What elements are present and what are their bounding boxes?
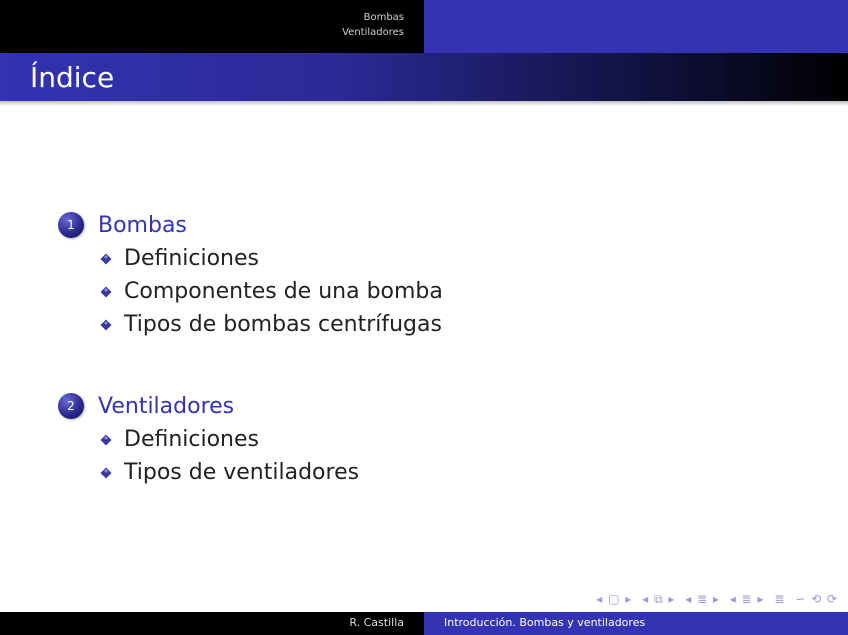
search-back-forward-icon[interactable]: ∽ ⟲ ⟳ [795,592,838,606]
frame-title-bar [0,53,848,101]
toc-subsection-label[interactable]: Definiciones [124,246,259,271]
header-section-nav [342,10,404,40]
footer-bar [0,612,848,635]
toc-subsection-label[interactable]: Tipos de ventiladores [124,460,360,485]
table-of-contents [58,208,443,489]
toc-section-heading[interactable] [58,208,443,242]
header-bar [0,0,848,53]
footer-author: R. Castilla [349,616,404,629]
toc-section-heading[interactable] [58,389,443,423]
navigation-symbols [591,592,838,607]
diamond-bullet-icon [100,253,112,265]
frame-nav-icon[interactable]: ◂ ▢ ▸ [596,592,633,606]
toc-subsection-item[interactable] [58,242,443,275]
toc-section-bombas [58,208,443,341]
section-number-ball: 2 [58,393,84,419]
diamond-bullet-icon [100,467,112,479]
diamond-bullet-icon [100,286,112,298]
frame-title-shadow [0,101,848,106]
toc-subsection-label[interactable]: Definiciones [124,427,259,452]
footer-left-panel [0,612,424,635]
subsection-nav-icon[interactable]: ◂ ⧉ ▸ [642,592,676,606]
toc-subsection-item[interactable] [58,275,443,308]
header-left-panel [0,0,424,53]
toc-subsection-label[interactable]: Tipos de bombas centrífugas [124,312,442,337]
toc-subsection-item[interactable] [58,456,443,489]
toc-subsection-item[interactable] [58,308,443,341]
document-nav-icon[interactable]: ≣ [774,592,786,606]
toc-subsection-label[interactable]: Componentes de una bomba [124,279,443,304]
diamond-bullet-icon [100,434,112,446]
diamond-bullet-icon [100,319,112,331]
footer-title: Introducción. Bombas y ventiladores [444,616,646,629]
toc-subsection-item[interactable] [58,423,443,456]
frame-title: Índice [30,61,115,94]
toc-section-label[interactable]: Bombas [98,212,187,238]
header-right-panel [424,0,848,53]
footer-right-panel [424,612,848,635]
section-number-ball: 1 [58,212,84,238]
header-section-link-ventiladores[interactable]: Ventiladores [342,27,404,38]
section-prev-nav-icon[interactable]: ◂ ≣ ▸ [685,592,720,606]
header-section-link-bombas[interactable]: Bombas [363,12,404,23]
section-next-nav-icon[interactable]: ◂ ≣ ▸ [729,592,765,606]
toc-section-ventiladores [58,389,443,489]
toc-section-label[interactable]: Ventiladores [98,393,235,419]
